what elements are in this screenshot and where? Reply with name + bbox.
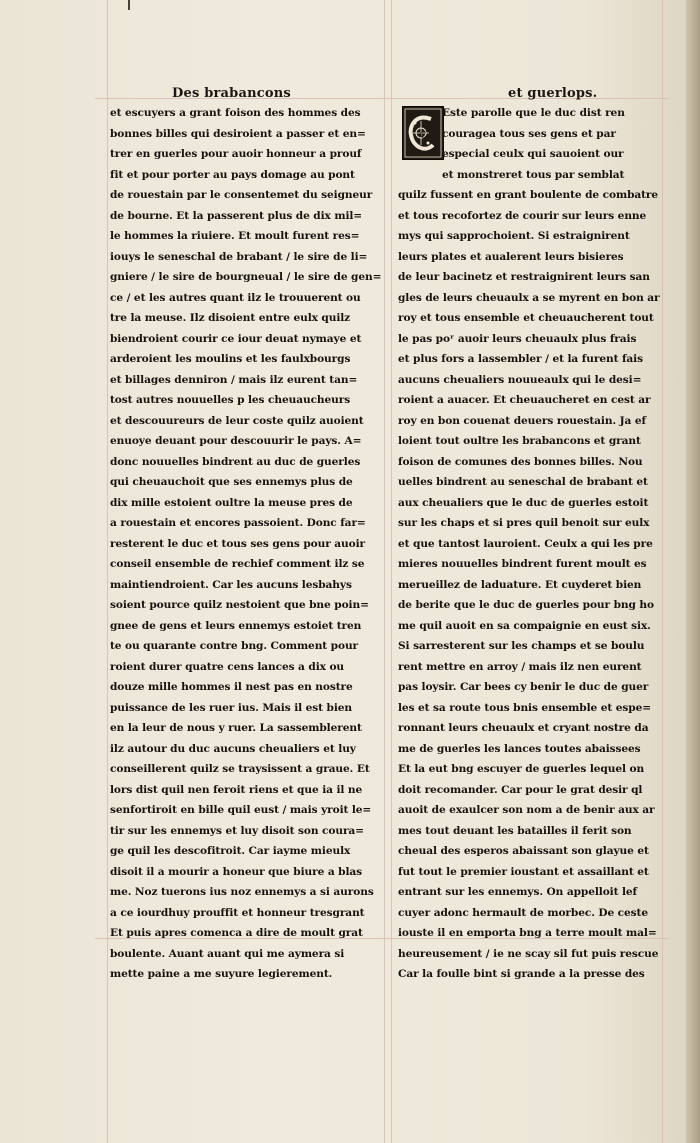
text-line: lors dist quil nen feroit riens et que ia il ne: [110, 783, 363, 796]
text-line: Este parolle que le duc dist ren: [442, 107, 625, 119]
text-line: resterent le duc et tous ses gens pour auoir: [110, 537, 366, 550]
text-line: puissance de les ruer ius. Mais il est bien: [110, 701, 352, 714]
text-line: de leur bacinetz et restraignirent leurs san: [398, 271, 650, 283]
gutter-rule-left: [384, 0, 385, 1143]
text-line: gles de leurs cheuaulx a se myrent en bon ar: [398, 291, 660, 304]
text-line: Et la eut bng escuyer de guerles lequel on: [398, 763, 645, 775]
text-line: mys qui sapprochoient. Si estraignirent: [398, 230, 630, 242]
page-edge: [686, 0, 700, 1143]
text-line: ce / et les autres quant ilz le trouuerent ou: [110, 291, 361, 304]
text-line: roient a auacer. Et cheuaucheret en cest ar: [398, 394, 651, 406]
text-line: le pas poʳ auoir leurs cheuaulx plus frais: [398, 332, 637, 345]
text-line: foison de comunes des bonnes billes. Nou: [398, 455, 643, 468]
text-line: et descouureurs de leur coste quilz auoient: [110, 414, 364, 427]
initial-letter-glyph: C: [419, 131, 427, 141]
text-line: doit recomander. Car pour le grat desir ql: [398, 783, 643, 796]
text-line: fit et pour porter au pays domage au pont: [110, 168, 355, 181]
text-line: bonnes billes qui desiroient a passer et en=: [110, 127, 366, 140]
text-line: auoit de exaulcer son nom a de benir aux ar: [398, 804, 655, 816]
right-text-column: [398, 103, 688, 985]
running-head-right: et guerlops.: [508, 86, 598, 101]
text-line: sur les chaps et si pres quil benoit sur eulx: [398, 517, 650, 529]
text-line: iouste il en emporta bng a terre moult mal=: [398, 927, 657, 939]
text-line: aux cheualiers que le duc de guerles estoit: [398, 496, 649, 509]
text-line: gniere / le sire de bourgneual / le sire de gen=: [110, 271, 382, 283]
text-line: iouys le seneschal de brabant / le sire de li=: [110, 250, 368, 263]
text-line: te ou quarante contre bng. Comment pour: [110, 640, 359, 652]
text-line: a ce iourdhuy prouffit et honneur tresgrant: [110, 906, 365, 919]
text-line: douze mille hommes il nest pas en nostre: [110, 681, 353, 693]
text-line: Et puis apres comenca a dire de moult grat: [110, 927, 363, 939]
text-line: et escuyers a grant foison des hommes des: [110, 107, 361, 119]
text-line: et que tantost lauroient. Ceulx a qui les pre: [398, 537, 653, 550]
text-line: biendroient courir ce iour deuat nymaye et: [110, 332, 362, 345]
page-mark: [128, 0, 130, 10]
text-line: fut tout le premier ioustant et assaillant et: [398, 865, 649, 878]
text-line: me quil auoit en sa compaignie en eust six.: [398, 619, 651, 632]
text-line: aucuns cheualiers nouueaulx qui le desi=: [398, 373, 642, 386]
text-line: et plus fors a lassembler / et la furent fais: [398, 353, 643, 365]
text-line: couragea tous ses gens et par: [442, 127, 616, 140]
text-line: et billages denniron / mais ilz eurent tan=: [110, 373, 358, 386]
text-line: disoit il a mourir a honeur que biure a blas: [110, 865, 363, 878]
text-line: les et sa route tous bnis ensemble et espe=: [398, 701, 651, 714]
text-line: me. Noz tuerons ius noz ennemys a si aurons: [110, 886, 374, 898]
text-line: dix mille estoient oultre la meuse pres de: [110, 496, 353, 509]
text-line: leurs plates et aualerent leurs bisieres: [398, 250, 624, 263]
text-line: ilz autour du duc aucuns cheualiers et luy: [110, 742, 356, 755]
text-line: conseil ensemble de rechief comment ilz se: [110, 558, 365, 570]
text-line: gnee de gens et leurs ennemys estoiet tren: [110, 619, 362, 632]
text-line: en la leur de nous y ruer. La sassemblerent: [110, 722, 362, 734]
text-line: et tous recofortez de courir sur leurs enne: [398, 209, 647, 222]
text-line: de bourne. Et la passerent plus de dix mil=: [110, 209, 363, 222]
text-line: donc nouuelles bindrent au duc de guerles: [110, 455, 361, 468]
text-line: soient pource quilz nestoient que bne poin=: [110, 599, 369, 611]
text-line: maintiendroient. Car les aucuns lesbahys: [110, 578, 352, 591]
text-line: Si sarresterent sur les champs et se boulu: [398, 640, 645, 652]
text-line: mette paine a me suyure legierement.: [110, 968, 333, 980]
text-line: roy en bon couenat deuers rouestain. Ja ef: [398, 414, 646, 427]
text-line: rent mettre en arroy / mais ilz nen eurent: [398, 660, 642, 673]
text-line: arderoient les moulins et les faulxbourgs: [110, 353, 351, 365]
text-line: mes tout deuant les batailles il ferit son: [398, 824, 632, 837]
margin-rule-left: [107, 0, 108, 1143]
text-line: ronnant leurs cheuaulx et cryant nostre da: [398, 722, 649, 734]
text-line: et monstreret tous par semblat: [442, 168, 625, 181]
text-line: tre la meuse. Ilz disoient entre eulx quilz: [110, 312, 351, 324]
text-line: enuoye deuant pour descouurir le pays. A=: [110, 435, 362, 447]
gutter-rule-right: [391, 0, 392, 1143]
text-line: merueillez de laduature. Et cuyderet bien: [398, 578, 642, 591]
text-line: me de guerles les lances toutes abaissees: [398, 742, 641, 755]
text-line: conseillerent quilz se traysissent a graue. Et: [110, 763, 370, 775]
text-line: loient tout oultre les brabancons et grant: [398, 435, 641, 447]
text-line: cuyer adonc hermault de morbec. De ceste: [398, 906, 648, 919]
text-line: tir sur les ennemys et luy disoit son coura=: [110, 824, 364, 837]
text-line: Car la foulle bint si grande a la presse des: [398, 968, 645, 980]
text-line: tost autres nouuelles p les cheuaucheurs: [110, 394, 351, 406]
text-line: heureusement / ie ne scay sil fut puis rescue: [398, 947, 659, 960]
text-line: roy et tous ensemble et cheuaucherent tout: [398, 312, 654, 324]
text-line: boulente. Auant auant qui me aymera si: [110, 947, 345, 960]
running-head-left: Des brabancons: [172, 86, 291, 101]
text-line: roient durer quatre cens lances a dix ou: [110, 660, 345, 673]
text-line: pas loysir. Car bees cy benir le duc de guer: [398, 681, 649, 693]
text-line: qui cheuauchoit que ses ennemys plus de: [110, 476, 353, 488]
text-line: senfortiroit en bille quil eust / mais yroit le=: [110, 804, 372, 816]
text-line: entrant sur les ennemys. On appelloit lef: [398, 886, 637, 898]
text-line: de berite que le duc de guerles pour bng ho: [398, 599, 654, 611]
text-line: especial ceulx qui sauoient our: [442, 148, 624, 160]
text-line: ge quil les descofitroit. Car iayme mieulx: [110, 845, 351, 857]
text-line: trer en guerles pour auoir honneur a prouf: [110, 148, 362, 160]
text-line: cheual des esperos abaissant son glayue et: [398, 845, 649, 857]
text-line: mieres nouuelles bindrent furent moult es: [398, 558, 647, 570]
left-text-column: [110, 103, 382, 985]
text-line: a rouestain et encores passoient. Donc far=: [110, 517, 366, 529]
text-line: de rouestain par le consentemet du seigneur: [110, 189, 373, 201]
text-line: le hommes la riuiere. Et moult furent res=: [110, 230, 360, 242]
text-line: uelles bindrent au seneschal de brabant et: [398, 476, 648, 488]
text-line: quilz fussent en grant boulente de combatre: [398, 189, 659, 201]
